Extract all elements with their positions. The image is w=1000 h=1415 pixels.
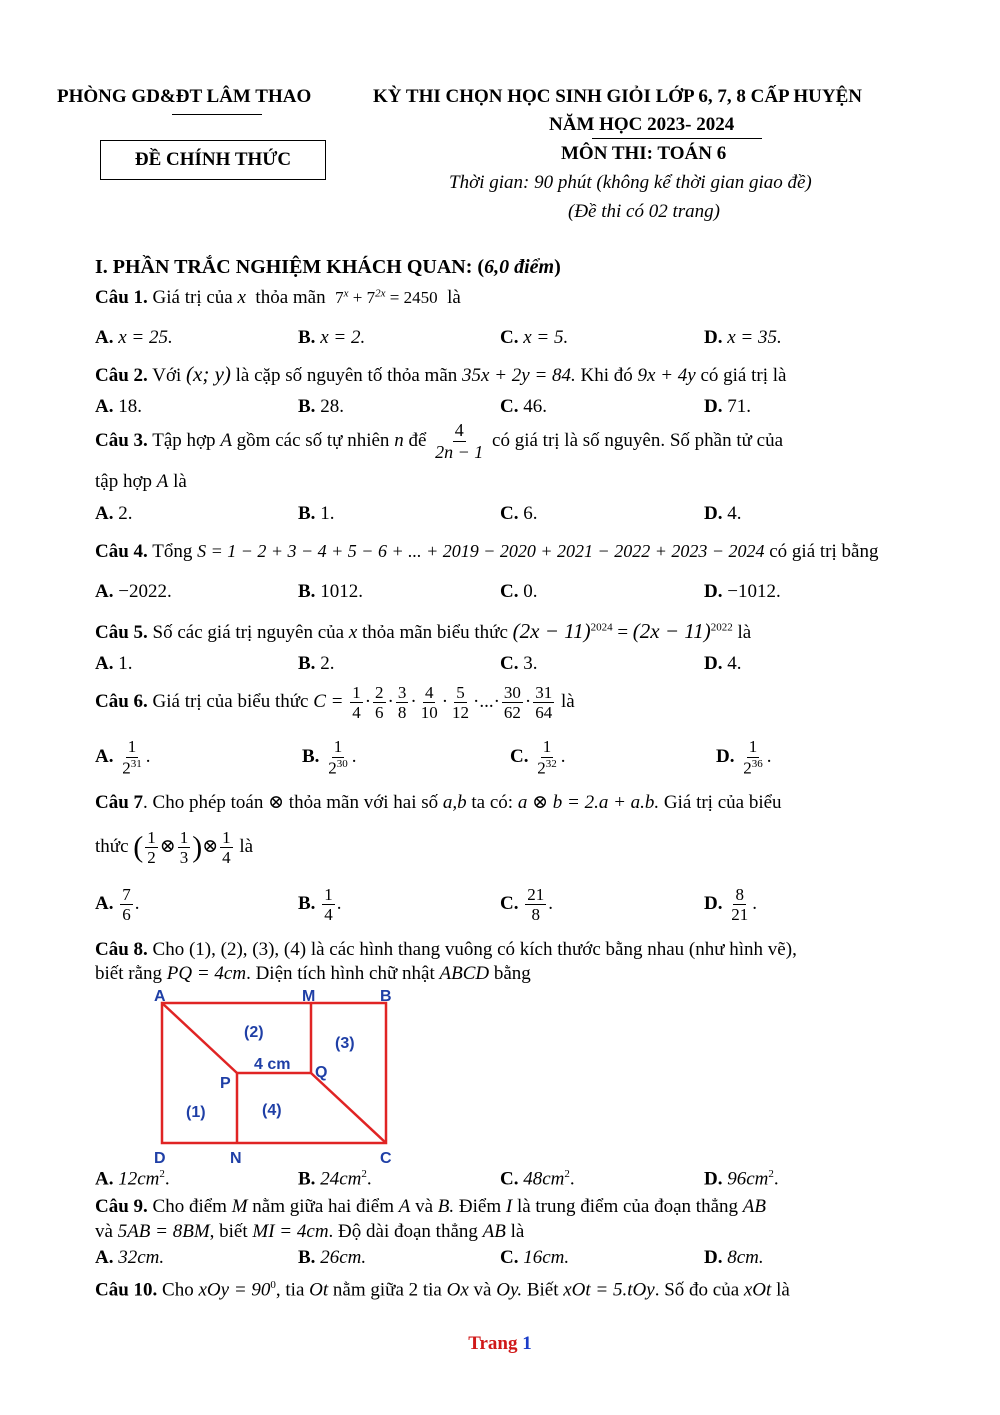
page-footer bbox=[0, 1333, 1000, 1355]
label-c: C bbox=[380, 1150, 392, 1167]
question-8: Câu 8. Cho (1), (2), (3), (4) là các hình thang vuông có kích thước bằng nhau (như hình vẽ), bbox=[95, 939, 797, 960]
q9-option-b: B. 26cm. bbox=[298, 1247, 367, 1268]
q7-option-d: D. $\frac{8}{21}$ . bbox=[704, 884, 757, 925]
q4-option-c: C. 0. bbox=[500, 581, 538, 602]
time-limit: Thời gian: 90 phút (không kể thời gian giao đề) bbox=[449, 172, 812, 193]
section-title: I. PHẦN TRẮC NGHIỆM KHÁCH QUAN: (6,0 điểm) bbox=[95, 256, 561, 278]
q9-option-d: D. 8cm. bbox=[704, 1247, 764, 1268]
label-region-3: (3) bbox=[335, 1035, 355, 1052]
q3-option-a: A. 2. bbox=[95, 503, 133, 524]
q3-option-c: C. 6. bbox=[500, 503, 538, 524]
trapezoid-figure bbox=[150, 985, 400, 1167]
q1-option-b: B. x = 2. bbox=[298, 327, 366, 348]
q5-option-c: C. 3. bbox=[500, 653, 538, 674]
q4-option-d: D. −1012. bbox=[704, 581, 781, 602]
segment-ap bbox=[162, 1003, 237, 1073]
question-7: Câu 7. Cho phép toán ⊗ thỏa mãn với hai số a,b ta có: a ⊗ b = 2.a + a.b. Giá trị của biểu bbox=[95, 792, 782, 813]
label-a: A bbox=[154, 988, 166, 1005]
question-1: Câu 1. Giá trị của x thỏa mãn $7^x + 7^{2x} = 2450$ là bbox=[95, 287, 461, 308]
q6-option-d: D. $\frac{1}{2^{36}}$ . bbox=[716, 737, 772, 778]
official-exam-box: ĐỀ CHÍNH THỨC bbox=[100, 140, 326, 180]
question-9: Câu 9. Cho điểm M nằm giữa hai điểm A và B. Điểm I là trung điểm của đoạn thẳng AB bbox=[95, 1196, 766, 1217]
year-underline bbox=[592, 138, 762, 139]
q8-option-a: A. $12cm^2$. bbox=[95, 1168, 170, 1190]
question-7-expr: thức ( $\frac{1}{2}$ ⊗ $\frac{1}{3}$ )⊗ $\frac{1}{4}$ là bbox=[95, 827, 254, 868]
q5-option-b: B. 2. bbox=[298, 653, 335, 674]
q3-option-b: B. 1. bbox=[298, 503, 335, 524]
label-p: P bbox=[220, 1075, 231, 1092]
question-6: Câu 6. Giá trị của biểu thức C = $\frac{1}{4}$ · $\frac{2}{6}$ · $\frac{3}{8}$ · $\frac{4}{10}$ · $\frac{5}{12}$ ·...· $\frac{30}{62}$ · $\frac{31}{64}$ là bbox=[95, 682, 575, 723]
school-year: NĂM HỌC 2023- 2024 bbox=[549, 114, 735, 135]
page-word: Trang bbox=[468, 1333, 518, 1354]
q8-option-d: D. $96cm^2$. bbox=[704, 1168, 779, 1190]
department-name: PHÒNG GD&ĐT LÂM THAO bbox=[57, 86, 312, 107]
label-q: Q bbox=[315, 1064, 328, 1081]
q5-option-d: D. 4. bbox=[704, 653, 742, 674]
label-region-4: (4) bbox=[262, 1102, 282, 1119]
question-9-cont: và 5AB = 8BM, biết MI = 4cm. Độ dài đoạn thẳng AB là bbox=[95, 1221, 525, 1242]
question-5: Câu 5. Số các giá trị nguyên của x thỏa mãn biểu thức $(2x - 11)^{2024} = (2x - 11)^{2022}$ là bbox=[95, 619, 752, 643]
q3-option-d: D. 4. bbox=[704, 503, 742, 524]
q8-option-c: C. $48cm^2$. bbox=[500, 1168, 575, 1190]
q2-option-b: B. 28. bbox=[298, 396, 344, 417]
q4-option-a: A. −2022. bbox=[95, 581, 172, 602]
question-8-cont: biết rằng PQ = 4cm. Diện tích hình chữ nhật ABCD bằng bbox=[95, 963, 531, 984]
label-b: B bbox=[380, 988, 392, 1005]
q7-option-b: B. $\frac{1}{4}$ . bbox=[298, 884, 342, 925]
exam-title: KỲ THI CHỌN HỌC SINH GIỎI LỚP 6, 7, 8 CẤP HUYỆN bbox=[373, 86, 862, 107]
segment-qc bbox=[311, 1073, 386, 1143]
q2-option-c: C. 46. bbox=[500, 396, 547, 417]
q1-option-c: C. x = 5. bbox=[500, 327, 569, 348]
q2-option-d: D. 71. bbox=[704, 396, 751, 417]
q9-option-a: A. 32cm. bbox=[95, 1247, 165, 1268]
q7-option-a: A. $\frac{7}{6}$ . bbox=[95, 884, 140, 925]
header-underline bbox=[172, 114, 262, 115]
q1-option-d: D. x = 35. bbox=[704, 327, 782, 348]
question-4: Câu 4. Tổng S = 1 − 2 + 3 − 4 + 5 − 6 + ... + 2019 − 2020 + 2021 − 2022 + 2023 − 2024 có giá trị bằng bbox=[95, 541, 879, 562]
label-d: D bbox=[154, 1150, 166, 1167]
label-n: N bbox=[230, 1150, 242, 1167]
q2-option-a: A. 18. bbox=[95, 396, 142, 417]
question-3: Câu 3. Tập hợp A gồm các số tự nhiên n để $\frac{4}{2n - 1}$ có giá trị là số nguyên. Số phần tử của bbox=[95, 420, 784, 463]
label-m: M bbox=[302, 988, 316, 1005]
q9-option-c: C. 16cm. bbox=[500, 1247, 570, 1268]
q5-option-a: A. 1. bbox=[95, 653, 133, 674]
label-region-2: (2) bbox=[244, 1024, 264, 1041]
question-2: Câu 2. Với (x; y) là cặp số nguyên tố thỏa mãn 35x + 2y = 84. Khi đó 9x + 4y có giá trị là bbox=[95, 362, 787, 386]
label-length: 4 cm bbox=[254, 1056, 291, 1073]
question-10: Câu 10. Cho xOy = $90^0$, tia Ot nằm giữa 2 tia Ox và Oy. Biết xOt = 5.tOy. Số đo của xOt là bbox=[95, 1279, 790, 1301]
page-number: 1 bbox=[522, 1333, 532, 1354]
label-region-1: (1) bbox=[186, 1104, 206, 1121]
figure-lines bbox=[162, 1003, 386, 1143]
q8-option-b: B. $24cm^2$. bbox=[298, 1168, 372, 1190]
question-3-cont: tập hợp A là bbox=[95, 471, 187, 492]
q6-option-b: B. $\frac{1}{2^{30}}$ . bbox=[302, 737, 357, 778]
q6-option-c: C. $\frac{1}{2^{32}}$ . bbox=[510, 737, 566, 778]
q6-option-a: A. $\frac{1}{2^{31}}$ . bbox=[95, 737, 151, 778]
q4-option-b: B. 1012. bbox=[298, 581, 363, 602]
page-count: (Đề thi có 02 trang) bbox=[568, 201, 720, 222]
subject: MÔN THI: TOÁN 6 bbox=[561, 143, 727, 164]
q7-option-c: C. $\frac{21}{8}$ . bbox=[500, 884, 553, 925]
q1-option-a: A. x = 25. bbox=[95, 327, 173, 348]
